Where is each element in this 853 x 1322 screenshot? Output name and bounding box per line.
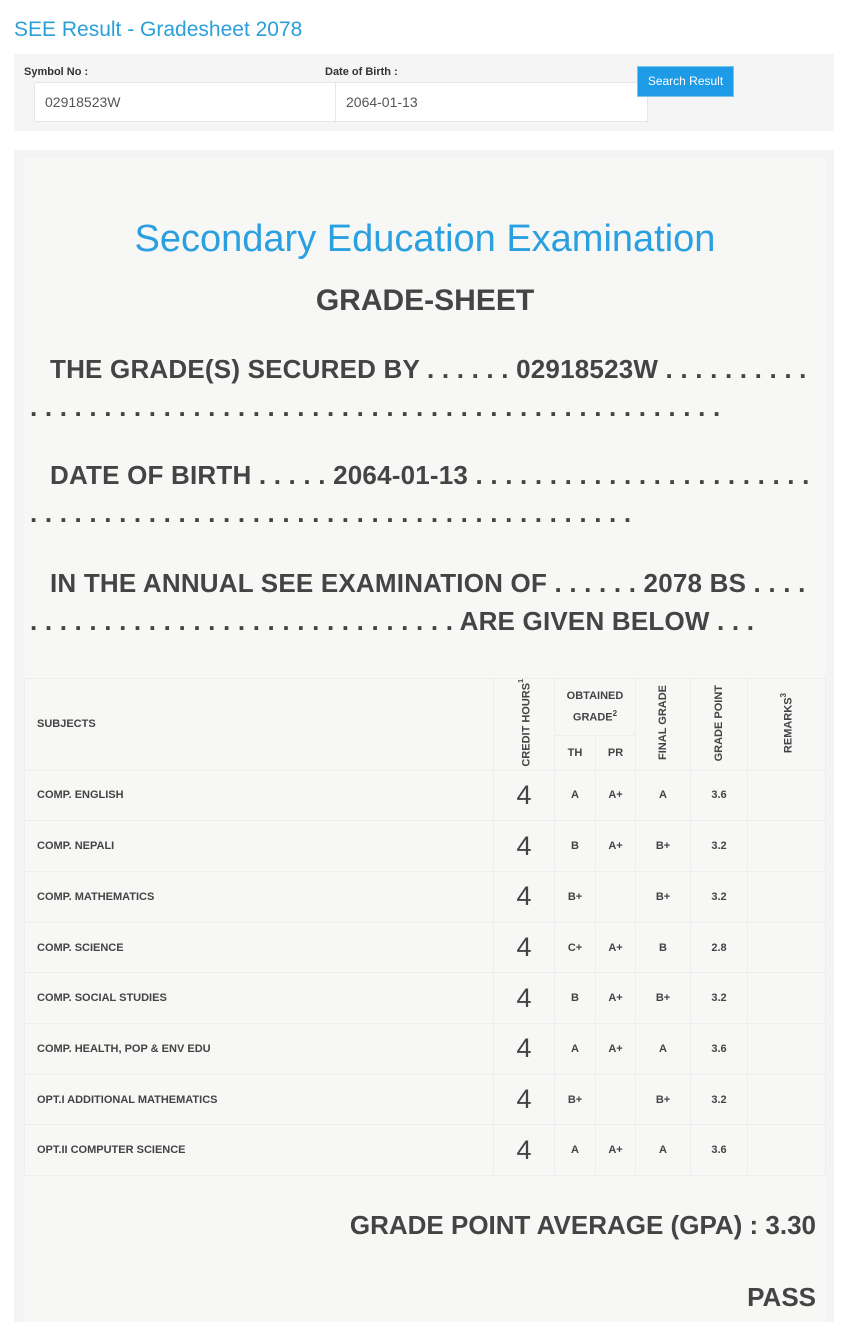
cell-th: C+: [555, 922, 596, 973]
table-row: [25, 1024, 826, 1075]
cell-th: B+: [555, 1074, 596, 1125]
dob-line: DATE OF BIRTH . . . . . 2064-01-13 . . . . . . . . . . . . . . . . . . . . . . . . . . . . . . . . . . . . . . . . . . . . . . . . . . . . . . . . . . . . . . . .: [30, 460, 810, 528]
cell-final: A: [636, 1125, 691, 1176]
cell-subject: OPT.I ADDITIONAL MATHEMATICS: [25, 1074, 494, 1125]
cell-credit: 4: [494, 1074, 555, 1125]
cell-subject: COMP. HEALTH, POP & ENV EDU: [25, 1024, 494, 1075]
symbol-input[interactable]: 02918523W: [34, 82, 336, 122]
result-status: PASS: [747, 1282, 816, 1312]
cell-pr: A+: [596, 1024, 636, 1075]
cell-final: B+: [636, 821, 691, 872]
search-result-button[interactable]: Search Result: [637, 66, 734, 97]
header-credit: CREDIT HOURS$^1$: [494, 679, 555, 771]
header-final: FINAL GRADE: [636, 679, 691, 771]
cell-final: B+: [636, 973, 691, 1024]
cell-point: 3.2: [691, 973, 748, 1024]
cell-final: A: [636, 770, 691, 821]
cell-final: B: [636, 922, 691, 973]
cell-pr: A+: [596, 1125, 636, 1176]
cell-remarks: [748, 973, 826, 1024]
page-title: SEE Result - Gradesheet 2078: [14, 18, 303, 41]
cell-credit: 4: [494, 872, 555, 923]
cell-credit: 4: [494, 1125, 555, 1176]
cell-remarks: [748, 770, 826, 821]
table-row: [25, 872, 826, 923]
cell-remarks: [748, 922, 826, 973]
gradesheet: [14, 150, 834, 1322]
cell-th: B: [555, 973, 596, 1024]
cell-th: A: [555, 770, 596, 821]
cell-subject: COMP. SOCIAL STUDIES: [25, 973, 494, 1024]
cell-remarks: [748, 1024, 826, 1075]
cell-final: A: [636, 1024, 691, 1075]
table-row: [25, 1125, 826, 1176]
grades-table: [24, 678, 826, 1176]
sheet-subheading: GRADE-SHEET: [315, 284, 535, 317]
secured-by-line: THE GRADE(S) SECURED BY . . . . . . 02918523W . . . . . . . . . . . . . . . . . . . . . . . . . . . . . . . . . . . . . . . . . . . . . . . . . . . . . . . . .: [30, 354, 807, 422]
cell-remarks: [748, 872, 826, 923]
cell-pr: A+: [596, 770, 636, 821]
cell-credit: 4: [494, 973, 555, 1024]
cell-credit: 4: [494, 922, 555, 973]
exam-line: IN THE ANNUAL SEE EXAMINATION OF . . . . . . 2078 BS . . . . . . . . . . . . . . . . . . . . . . . . . . . . . . . . . ARE GIVEN BELOW . . .: [30, 568, 806, 636]
cell-th: B+: [555, 872, 596, 923]
cell-point: 3.6: [691, 1024, 748, 1075]
header-subjects: SUBJECTS: [25, 679, 494, 771]
table-row: [25, 770, 826, 821]
cell-final: B+: [636, 1074, 691, 1125]
cell-pr: A+: [596, 922, 636, 973]
cell-remarks: [748, 1125, 826, 1176]
cell-point: 2.8: [691, 922, 748, 973]
dob-input[interactable]: 2064-01-13: [335, 82, 648, 122]
table-row: [25, 821, 826, 872]
cell-subject: COMP. NEPALI: [25, 821, 494, 872]
cell-credit: 4: [494, 1024, 555, 1075]
cell-subject: COMP. ENGLISH: [25, 770, 494, 821]
table-row: [25, 1074, 826, 1125]
symbol-label: Symbol No :: [24, 66, 89, 78]
dob-label: Date of Birth :: [325, 66, 398, 78]
cell-th: A: [555, 1024, 596, 1075]
cell-subject: COMP. SCIENCE: [25, 922, 494, 973]
cell-subject: OPT.II COMPUTER SCIENCE: [25, 1125, 494, 1176]
header-remarks: REMARKS$^3$: [748, 679, 826, 771]
cell-pr: A+: [596, 821, 636, 872]
header-th: TH: [555, 736, 596, 770]
cell-point: 3.2: [691, 872, 748, 923]
table-row: [25, 922, 826, 973]
cell-credit: 4: [494, 821, 555, 872]
header-pr: PR: [596, 736, 636, 770]
cell-remarks: [748, 1074, 826, 1125]
cell-credit: 4: [494, 770, 555, 821]
cell-point: 3.2: [691, 1074, 748, 1125]
sheet-heading: Secondary Education Examination: [134, 218, 716, 260]
cell-point: 3.6: [691, 770, 748, 821]
table-row: [25, 973, 826, 1024]
cell-point: 3.2: [691, 821, 748, 872]
cell-th: A: [555, 1125, 596, 1176]
cell-pr: [596, 1074, 636, 1125]
cell-point: 3.6: [691, 1125, 748, 1176]
cell-th: B: [555, 821, 596, 872]
cell-pr: A+: [596, 973, 636, 1024]
cell-remarks: [748, 821, 826, 872]
search-form: [14, 54, 834, 131]
cell-subject: COMP. MATHEMATICS: [25, 872, 494, 923]
cell-final: B+: [636, 872, 691, 923]
cell-pr: [596, 872, 636, 923]
header-obtained: OBTAINED GRADE$^2$: [555, 679, 636, 736]
gpa: GRADE POINT AVERAGE (GPA) : 3.30: [349, 1210, 816, 1240]
header-point: GRADE POINT: [691, 679, 748, 771]
